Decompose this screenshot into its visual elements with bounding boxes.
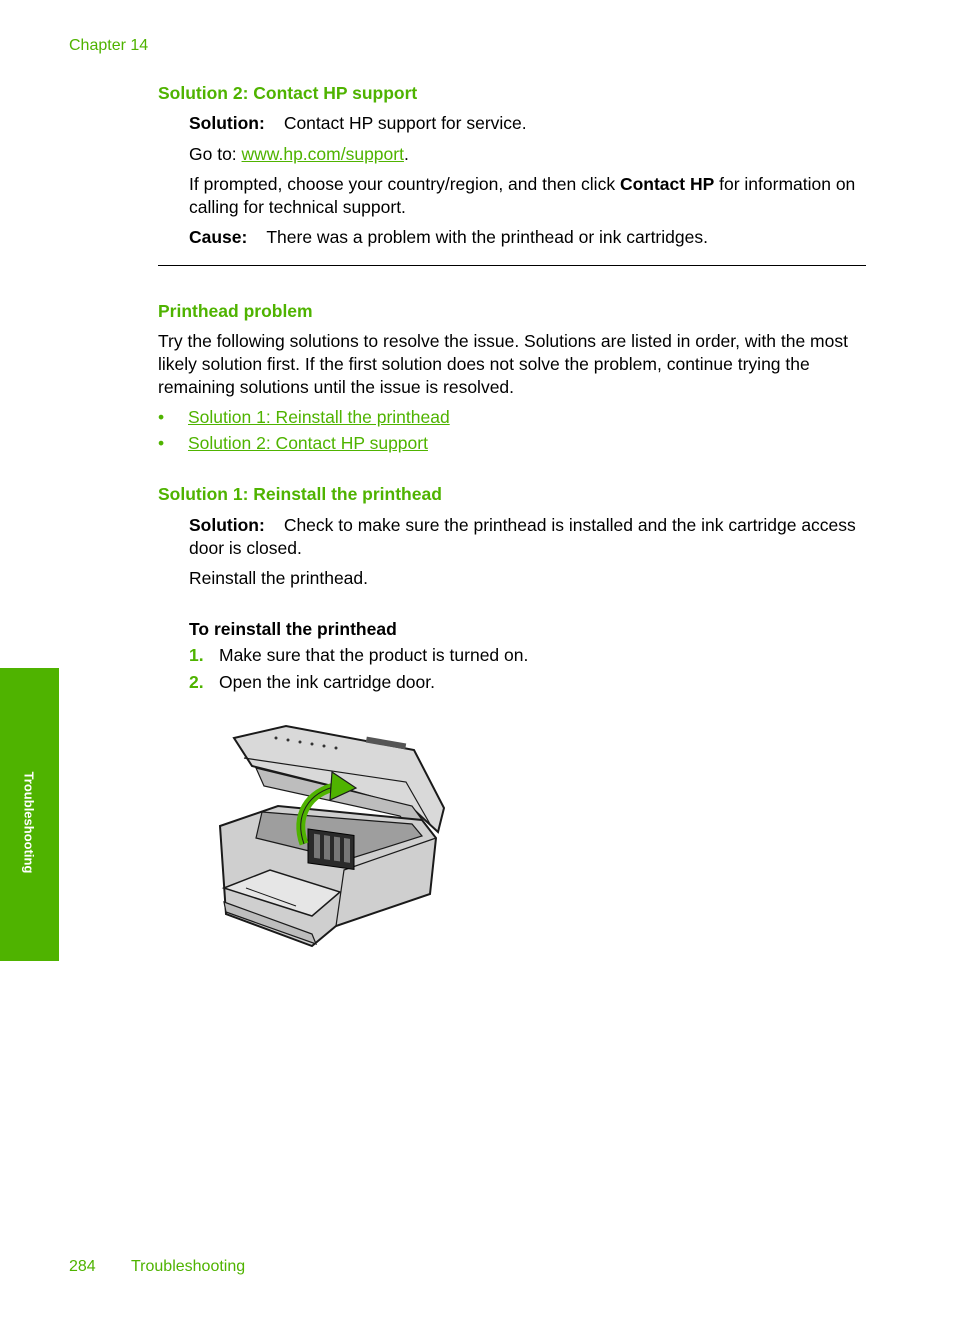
cause-label: Cause: — [189, 227, 248, 247]
step-2-text: Open the ink cartridge door. — [219, 672, 435, 692]
intro-paragraph: Try the following solutions to resolve the issue. Solutions are listed in order, with the most likely solution first. If the first solution does not solve the problem, continue trying the remaining solutions until the issue is resolved. — [158, 331, 848, 397]
solution-label-2: Solution: — [189, 515, 265, 535]
bullet-2: • — [158, 433, 165, 453]
solution-text-2: Check to make sure the printhead is installed and the ink cartridge access door is closed. — [189, 515, 856, 558]
bullet-1: • — [158, 407, 165, 427]
procedure-title: To reinstall the printhead — [189, 619, 397, 639]
reinstall-text: Reinstall the printhead. — [189, 568, 368, 588]
prompt-text-after: for information on calling for technical support. — [189, 174, 856, 217]
goto-prefix: Go to: — [189, 144, 242, 164]
link-solution-1[interactable]: Solution 1: Reinstall the printhead — [188, 407, 450, 427]
sidebar-tab-label: Troubleshooting — [21, 771, 37, 874]
step-1-number: 1. — [189, 645, 204, 665]
cause-line — [189, 227, 708, 248]
section-divider — [158, 265, 866, 266]
solution-reinstall-paragraph — [189, 514, 869, 560]
contact-hp-bold: Contact HP — [619, 174, 715, 194]
section-heading-contact-hp: Solution 2: Contact HP support — [158, 83, 418, 103]
goto-suffix: . — [403, 144, 409, 164]
cause-text: There was a problem with the printhead or ink cartridges. — [266, 227, 708, 247]
page-number: 284 — [69, 1258, 96, 1275]
printer-illustration — [216, 720, 448, 952]
section-heading-printhead-problem: Printhead problem — [158, 301, 313, 321]
section-heading-reinstall: Solution 1: Reinstall the printhead — [158, 484, 442, 504]
solution-line — [189, 113, 527, 134]
prompt-text-before: If prompted, choose your country/region, and then click — [189, 174, 620, 194]
solution-text: Contact HP support for service. — [283, 113, 527, 133]
chapter-header: Chapter 14 — [69, 37, 149, 54]
link-solution-2[interactable]: Solution 2: Contact HP support — [188, 433, 428, 453]
step-2-number: 2. — [189, 672, 204, 692]
goto-line — [189, 144, 409, 165]
hp-support-link[interactable]: www.hp.com/support — [241, 144, 404, 164]
solution-label: Solution: — [189, 113, 265, 133]
prompt-paragraph — [189, 173, 869, 219]
step-1-text: Make sure that the product is turned on. — [219, 645, 529, 665]
footer-section: Troubleshooting — [131, 1258, 246, 1275]
